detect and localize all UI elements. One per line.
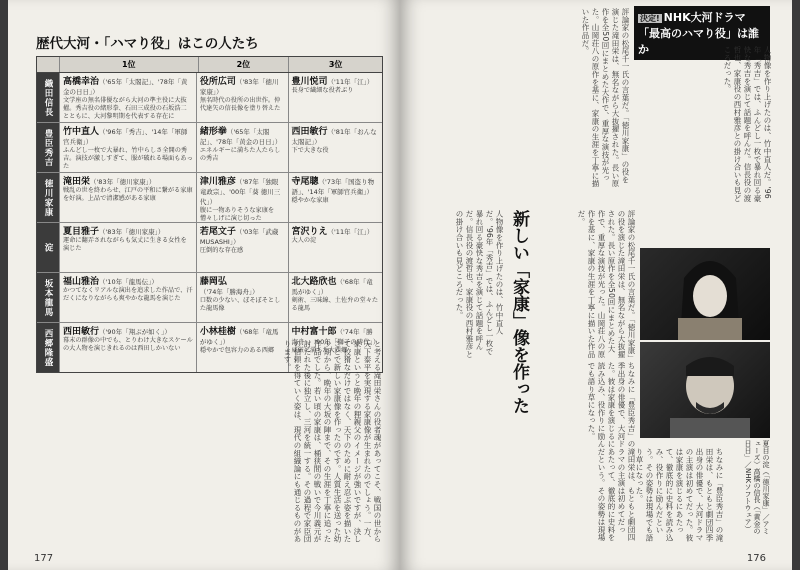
rank1-cell — [59, 223, 196, 272]
actor-name: 緒形拳（'65年「太閤記」、'78年「黄金の日日」） — [199, 127, 282, 146]
general-name: 織田信長 — [37, 73, 59, 122]
page-number-left: 177 — [34, 553, 54, 564]
article-body-top: 評論家の松尾千一氏の言葉だ。「徳川家康」の役を演じた滝田栄は、無名ながら大抜擢された。長い原作を全50回にまとめた大作で、重厚な演技が光った。山岡荘八の原作を基に、家康の生涯を丁寧に描いた作品だ。 — [581, 8, 630, 188]
general-name: 淀 — [37, 223, 59, 272]
rank1-cell — [59, 173, 196, 222]
article-body-mid-2: 評論家の松尾千一氏の言葉だ。「徳川家康」の役を演じた滝田栄は、無名ながら大抜擢された。長い原作を全50回にまとめた大作で、重厚な演技が光った。山岡荘八の原作を基に、家康の生涯を丁寧に描いた作品だ。 — [577, 210, 636, 359]
actor-desc: ふんどし一枚で大暴れ、竹中らしさ全開の秀吉。演技が激しすぎて、服が破れる場面もあった — [63, 147, 193, 170]
table-header — [37, 57, 382, 73]
rank1-cell — [59, 273, 196, 322]
ranking-table — [36, 56, 383, 373]
actor-name: 竹中直人（'96年「秀吉」、'14年「軍師官兵衛」） — [63, 127, 188, 146]
actor-desc: 幕末の群像の中でも、とりわけ大きなスケールの大人物を演じきれるのは西田しかいない — [63, 337, 193, 352]
actor-name: 小林桂樹（'68年「竜馬がゆく」） — [199, 327, 279, 346]
actor-name: 宮沢りえ（'11年「江」） — [291, 227, 374, 237]
actor-desc: 無名時代の役所の出世作。仲代達矢の信長像を塗り替えた — [199, 97, 281, 112]
rank3-cell — [288, 173, 383, 222]
rank2-cell — [196, 223, 288, 272]
rank2-cell — [196, 123, 288, 172]
actor-desc: 大人の淀 — [291, 237, 317, 244]
rank1-cell — [59, 123, 196, 172]
article-body-bottom-right: ちなみに「豊臣秀吉」の滝田栄は、もともと劇団四季出身の俳優で、大河ドラマの主演は初めてだった。彼は家康を演じるにあたって、徹底的に史料を読み込み、役作りに励んだという。その姿勢は現場でも語り草になった。 — [635, 448, 724, 542]
col-header-3: 3位 — [288, 57, 382, 72]
photo-yodo — [640, 248, 770, 340]
rank3-cell — [288, 273, 383, 322]
rank2-cell — [196, 173, 288, 222]
actor-name: 高橋幸治（'65年「太閤記」、'78年「黄金の日日」） — [63, 77, 188, 96]
col-header-1: 1位 — [59, 57, 198, 72]
actor-name: 西田敏行（'90年「翔ぶが如く」） — [63, 327, 171, 337]
actor-name: 藤岡弘（'74年「勝海舟」） — [199, 277, 259, 296]
general-name: 豊臣秀吉 — [37, 123, 59, 172]
actor-name: 若尾文子（'03年「武蔵 MUSASHI」） — [199, 227, 279, 246]
magazine-spread — [8, 0, 792, 570]
actor-name: 中村富十郎（'74年「勝海舟」、'90年「獅子の時代」） — [291, 327, 380, 346]
col-header-2: 2位 — [198, 57, 289, 72]
actor-desc: 下で大きな役 — [291, 147, 329, 154]
actor-name: 福山雅治（'10年「龍馬伝」） — [63, 277, 158, 287]
actor-name: 北大路欣也（'68年「竜馬がゆく」） — [291, 277, 373, 296]
table-row — [37, 273, 382, 323]
actor-name: 豊川悦司（'11年「江」） — [291, 77, 374, 87]
article-headline: 新しい「家康」像を作った — [509, 210, 529, 414]
actor-desc: 運命に翻弄されながらも気丈に生きる女性を演じた — [63, 237, 187, 252]
actor-name: 津川雅彦（'87年「独眼竜政宗」、'00年「葵 徳川三代」） — [199, 177, 281, 206]
table-row — [37, 173, 382, 223]
rank1-cell — [59, 73, 196, 122]
page-number-right: 176 — [746, 553, 766, 564]
banner-line2: 「最高のハマり役」は誰か — [638, 27, 759, 56]
actor-name: 寺尾聰（'73年「国盗り物語」、'14年「軍師官兵衛」） — [291, 177, 375, 196]
table-title: 歴代大河・「ハマり役」はこの人たち — [36, 36, 259, 52]
general-name: 西郷隆盛 — [37, 323, 59, 372]
actor-desc: 威厳に満ちた大西郷 — [291, 347, 348, 354]
banner-label: 決定! — [640, 14, 660, 23]
banner-line1: NHK大河ドラマ — [663, 11, 746, 24]
rank3-cell — [288, 123, 383, 172]
actor-desc: 圧倒的な存在感 — [199, 247, 244, 254]
actor-name: 滝田栄（'83年「徳川家康」） — [63, 177, 156, 187]
rank2-cell — [196, 273, 288, 322]
article-body-top-right: 人物像を作り上げたのは、竹中直人だ。'96年「秀吉」では、ふんどし一枚で暴れ回る豪快な秀吉を演じて話題を呼んだ。信長役の渡哲也、家康役の西村雅彦との掛け合いも見どころだった。 — [723, 46, 772, 202]
table-row — [37, 123, 382, 173]
actor-desc: 腹に一物ありそうな家康を憎々しげに演じ切った — [199, 207, 275, 222]
actor-desc: 剣術、三味線、土佐弁の堂々たる龍馬 — [291, 297, 379, 312]
actor-desc: エネルギーに満ちた人たらしの秀吉 — [199, 147, 281, 162]
actor-desc: 口数の少ない、ぼそぼそとした龍馬像 — [199, 297, 281, 312]
rank3-cell — [288, 223, 383, 272]
actor-desc: かつてなくリアルな演出を追求した作品で、汗だくになりながらも爽やかな龍馬を演じた — [63, 287, 193, 302]
actor-desc: 長身で繊細な役者ぶり — [291, 87, 354, 94]
actor-desc: 穏やかな家康 — [291, 197, 329, 204]
general-name: 徳川家康 — [37, 173, 59, 222]
actor-name: 西田敏行（'81年「おんな太閤記」） — [291, 127, 377, 146]
table-row — [37, 223, 382, 273]
general-name: 坂本龍馬 — [37, 273, 59, 322]
photo-caption: 夏目の淀（「徳川家康」／アミューズ）高橋の信長（「黄金の日日」／NHKソフトウェア） — [744, 440, 770, 535]
portrait-image — [640, 342, 770, 438]
actor-name: 役所広司（'83年「徳川家康」） — [199, 77, 279, 96]
actor-desc: 文学座の無名俳優ながら大河の準主役に大抜擢。秀吉役の緒形拳、石田三成役の石坂浩二とともに、大河黎明期を代表する存在に — [63, 97, 187, 120]
actor-desc: 戦乱の世を終わらせ、江戸の平和に繋がる家康を好演。上品で清潔感がある家康 — [63, 187, 193, 202]
actor-desc: 穏やかで包容力のある西郷 — [199, 347, 275, 354]
article-body-mid: 人物像を作り上げたのは、竹中直人だ。'96年「秀吉」では、ふんどし一枚で暴れ回る豪快な秀吉を演じて話題を呼んだ。信長役の渡哲也、家康役の西村雅彦との掛け合いも見どころだった。 — [455, 210, 504, 359]
article-body-left: と考える滝田栄さんの役者魂があってこそ、戦国の世から天下泰平を実現する家康像が生まれたのでしょう。一方、家康というと晩年の狸親父のイメージが強いですが、決して狡猾なだけではなく、天下のために耐え忍ぶ姿を描いたことで新しい家康像を作ったのです。人質生活を送った幼少期から、晩年の大坂の陣まで、その生涯を丁寧に追った作品でした。若い頃の家康は、桶狭間の戦いで今川義元が討たれた後に独立し、三河を統一する。その過程で家臣団の信頼を得ていく姿は、現代の組織論にも通じるものがあります。 — [283, 340, 382, 543]
right-page — [400, 0, 792, 570]
left-page — [8, 0, 400, 570]
rank2-cell — [196, 73, 288, 122]
rank3-cell — [288, 73, 383, 122]
portrait-image — [640, 248, 770, 340]
table-row — [37, 73, 382, 123]
article-body-bottom: ちなみに「豊臣秀吉」の滝田栄は、もともと劇団四季出身の俳優で、大河ドラマの主演は初めてだった。彼は家康を演じるにあたって、徹底的に史料を読み込み、役作りに励んだという。その姿勢は現場でも語り草になった。 — [587, 362, 636, 542]
photo-nobunaga — [640, 342, 770, 438]
actor-name: 夏目雅子（'83年「徳川家康」） — [63, 227, 165, 237]
